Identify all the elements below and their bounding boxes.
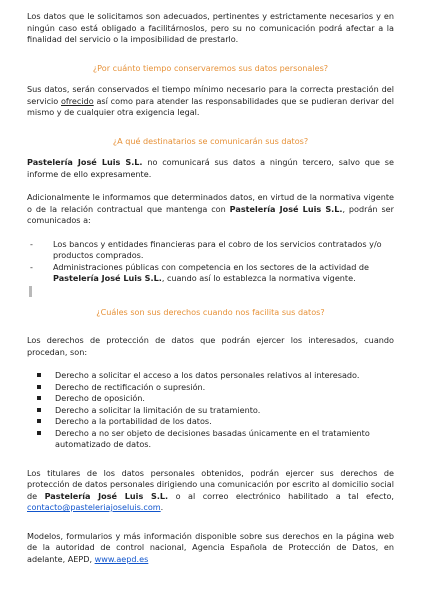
- list-item-text: Derecho a no ser objeto de decisiones basadas únicamente en el tratamiento automatizado de datos.: [55, 427, 370, 449]
- retention-text-b: así como para atender las responsabilidades que se pudieran derivar del mismo y de cualquier otra exigencia legal.: [27, 95, 394, 117]
- list-item: [27, 405, 394, 417]
- recipients-p2-text-b: , podrán ser comunicados a:: [27, 203, 394, 225]
- recipients-paragraph-1: [27, 157, 394, 180]
- list-item: [27, 393, 394, 405]
- list-item-text: Derecho a solicitar la limitación de su tratamiento.: [55, 404, 261, 415]
- list-item: [27, 428, 394, 451]
- bullet-square-icon: [37, 419, 41, 423]
- recipients-list: [27, 239, 394, 285]
- aepd-text: Modelos, formularios y más información disponible sobre sus derechos en la página web de la autoridad de control nacional, Agencia Española de Protección de Datos, en adelante, AEPD,: [27, 530, 394, 564]
- list-item: [27, 239, 394, 262]
- rights-text-c: .: [160, 502, 164, 512]
- bullet-square-icon: [37, 385, 41, 389]
- company-name: Pastelería José Luis S.L.: [27, 157, 143, 167]
- bullet-square-icon: [37, 408, 41, 412]
- rights-text-b: o al correo electrónico habilitado a tal efecto,: [168, 490, 394, 501]
- dash-marker: -: [30, 261, 33, 272]
- list-item-text: Derecho a la portabilidad de los datos.: [55, 416, 212, 426]
- rights-intro: Los derechos de protección de datos que podrán ejercer los interesados, cuando procedan, son:: [27, 335, 394, 357]
- rights-text-a: Los titulares de los datos personales obtenidos, podrán ejercer sus derechos de protección de datos personales dirigiendo una comunicación por escrito al domicilio social de: [27, 467, 394, 501]
- recipients-p2-text-a: Adicionalmente le informamos que determinados datos, en virtud de la normativa vigente o de la relación contractual que mantenga con: [27, 192, 394, 214]
- list-item: [27, 382, 394, 394]
- company-name: Pastelería José Luis S.L.: [229, 203, 343, 214]
- rights-contact-paragraph: [27, 468, 394, 514]
- aepd-link[interactable]: www.aepd.es: [94, 553, 149, 564]
- list-item-text: Derecho de oposición.: [55, 393, 145, 403]
- company-name: Pastelería José Luis S.L.: [53, 273, 162, 283]
- recipients-heading: ¿A qué destinatarios se comunicarán sus datos?: [112, 135, 309, 146]
- text-cursor: [29, 286, 32, 297]
- dash-marker: -: [30, 238, 33, 249]
- list-item-text-b: , cuando así lo establezca la normativa vigente.: [161, 273, 356, 283]
- rights-heading: ¿Cuáles son sus derechos cuando nos facilita sus datos?: [96, 306, 325, 317]
- list-item: [27, 416, 394, 428]
- rights-list: [27, 370, 394, 451]
- email-link[interactable]: contacto@pasteleriajoseluis.com: [27, 502, 161, 512]
- list-item: [27, 262, 394, 285]
- recipients-p1-text: no comunicará sus datos a ningún tercero, salvo que se informe de ello expresamente.: [27, 157, 394, 179]
- bullet-square-icon: [37, 431, 41, 435]
- list-item-text: Los bancos y entidades financieras para el cobro de los servicios contratados y/o productos comprados.: [53, 238, 382, 260]
- bullet-square-icon: [37, 396, 41, 400]
- retention-paragraph: [27, 84, 394, 119]
- recipients-paragraph-2: [27, 192, 394, 227]
- retention-underlined-word: ofrecido: [60, 95, 94, 106]
- list-item-text: Derecho a solicitar el acceso a los datos personales relativos al interesado.: [55, 370, 360, 380]
- list-item-text: Derecho de rectificación o supresión.: [55, 381, 206, 392]
- company-name: Pastelería José Luis S.L.: [44, 490, 169, 501]
- aepd-paragraph: [27, 531, 394, 566]
- retention-text-a: Sus datos, serán conservados el tiempo mínimo necesario para la correcta prestación del servicio: [27, 84, 394, 106]
- list-item-text-a: Administraciones públicas con competencia en los sectores de la actividad de: [53, 261, 370, 272]
- bullet-square-icon: [37, 373, 41, 377]
- retention-heading: ¿Por cuánto tiempo conservaremos sus datos personales?: [92, 62, 329, 73]
- intro-paragraph: Los datos que le solicitamos son adecuados, pertinentes y estrictamente necesarios y en ningún caso está obligado a facilitárnoslos, pero su no comunicación podrá afectar a la finalidad del servicio o la imposibilidad de prestarlo.: [27, 11, 394, 44]
- list-item: [27, 370, 394, 382]
